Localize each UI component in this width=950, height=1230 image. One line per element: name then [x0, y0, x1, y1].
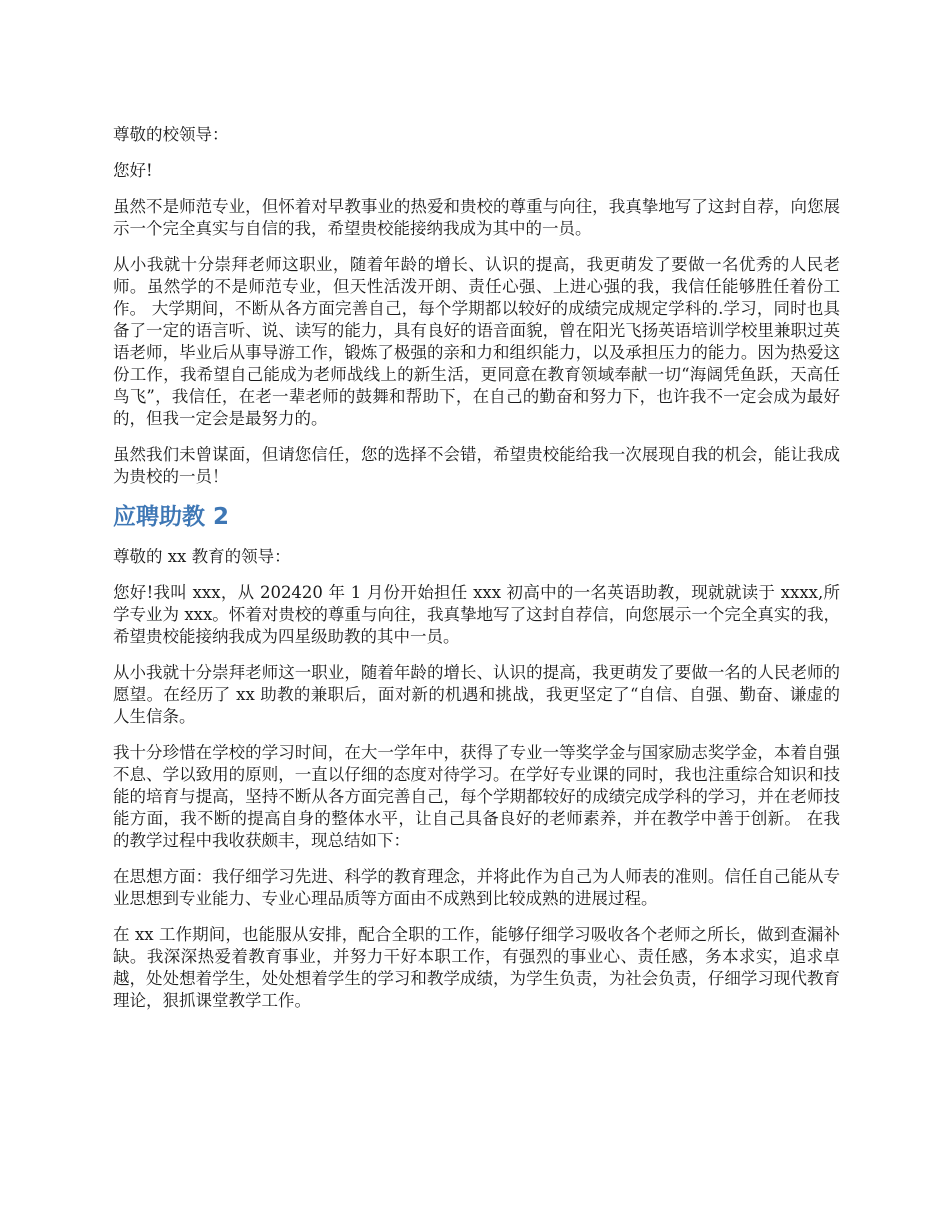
salutation: 尊敬的 xx 教育的领导：: [113, 547, 291, 566]
body-paragraph: 我十分珍惜在学校的学习时间，在大一学年中，获得了专业一等奖学金与国家励志奖学金，本着自强不息、学以致用的原则，一直以仔细的态度对待学习。在学好专业课的同时，我也注重综合知识和技能的培育与提高，坚持不断从各方面完善自己，每个学期都较好的成绩完成学科的学习，并在老师技能方面，我不断的提高自身的整体水平，让自己具备良好的老师素养，并在教学中善于创新。 在我的教学过程中我收获颇丰，现总结如下：: [113, 743, 840, 850]
body-paragraph: 从小我就十分崇拜老师这职业，随着年龄的增长、认识的提高，我更萌发了要做一名优秀的人民老师。虽然学的不是师范专业，但天性活泼开朗、责任心强、上进心强的我，我信任能够胜任着份工作。 大学期间，不断从各方面完善自己，每个学期都以较好的成绩完成规定学科的.学习，同时也具备了一定的语言听、说、读写的能力，具有良好的语音面貌，曾在阳光飞扬英语培训学校里兼职过英语老师，毕业后从事导游工作，锻炼了极强的亲和力和组织能力，以及承担压力的能力。因为热爱这份工作，我希望自己能成为老师战线上的新生活，更同意在教育领域奉献一切“海阔凭鱼跃，天高任鸟飞”，我信任，在老一辈老师的鼓舞和帮助下，在自己的勤奋和努力下，也许我不一定会成为最好的，但我一定会是最努力的。: [113, 255, 840, 428]
body-paragraph: 从小我就十分崇拜老师这一职业，随着年龄的增长、认识的提高，我更萌发了要做一名的人民老师的愿望。在经历了 xx 助教的兼职后，面对新的机遇和挑战，我更坚定了“自信、自强、勤奋、谦虚的人生信条。: [113, 663, 840, 726]
section-heading: 应聘助教 2: [113, 504, 230, 530]
body-paragraph: 虽然不是师范专业，但怀着对早教事业的热爱和贵校的尊重与向往，我真挚地写了这封自荐，向您展示一个完全真实与自信的我，希望贵校能接纳我成为其中的一员。: [113, 197, 840, 238]
body-paragraph: 在 xx 工作期间，也能服从安排，配合全职的工作，能够仔细学习吸收各个老师之所长，做到查漏补缺。我深深热爱着教育事业，并努力干好本职工作，有强烈的事业心、责任感，务本求实，追求卓越，处处想着学生，处处想着学生的学习和教学成绩，为学生负责，为社会负责，仔细学习现代教育理论，狠抓课堂教学工作。: [113, 925, 840, 1010]
salutation: 尊敬的校领导：: [113, 125, 229, 144]
body-paragraph: 虽然我们未曾谋面，但请您信任，您的选择不会错，希望贵校能给我一次展现自我的机会，能让我成为贵校的一员！: [113, 445, 840, 486]
document-page: [113, 124, 840, 1026]
body-paragraph: 您好!我叫 xxx，从 202420 年 1 月份开始担任 xxx 初高中的一名英语助教，现就就读于 xxxx,所学专业为 xxx。怀着对贵校的尊重与向往，我真挚地写了这封自荐信，向您展示一个完全真实的我，希望贵校能接纳我成为四星级助教的其中一员。: [113, 583, 840, 646]
greeting: 您好!: [113, 161, 153, 180]
body-paragraph: 在思想方面：我仔细学习先进、科学的教育理念，并将此作为自己为人师表的准则。信任自己能从专业思想到专业能力、专业心理品质等方面由不成熟到比较成熟的进展过程。: [113, 867, 840, 908]
